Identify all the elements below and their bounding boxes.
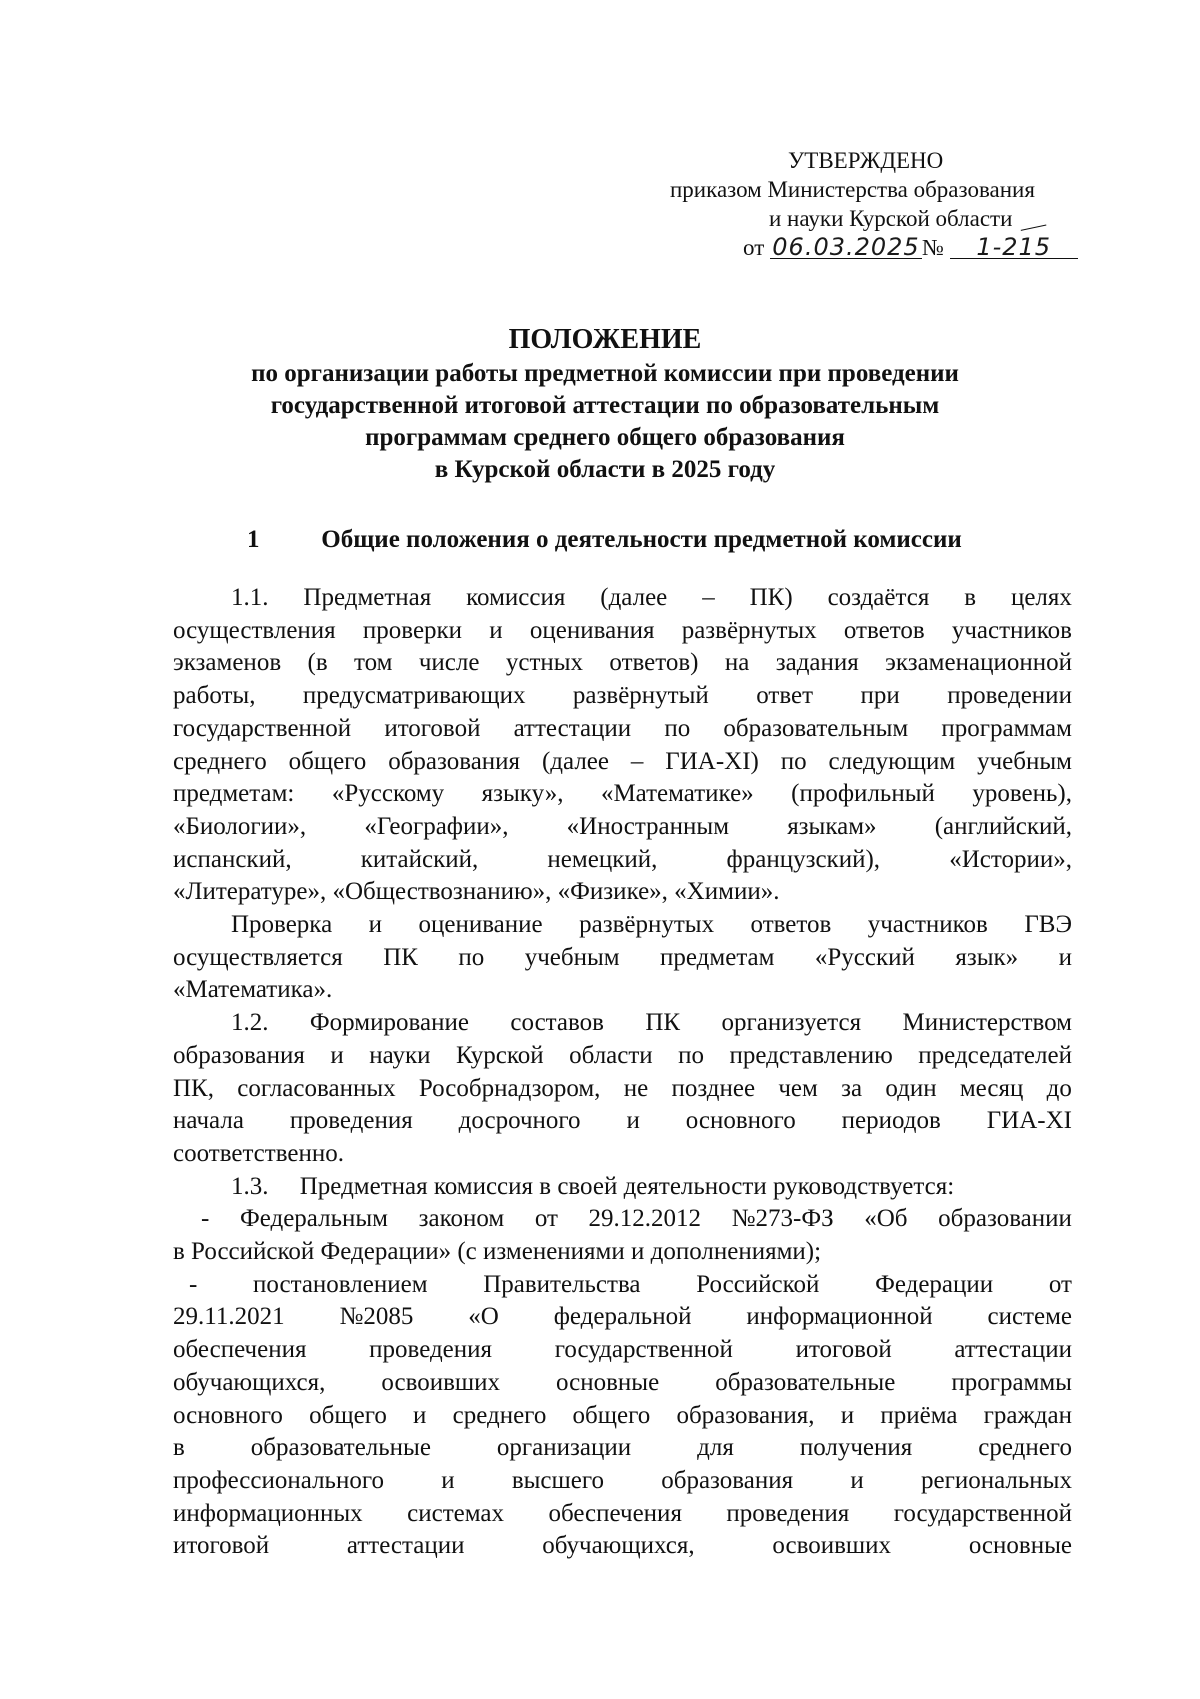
body-word: ПК, [173,1074,214,1102]
body-line [173,680,1072,713]
body-word: ответ [756,682,814,710]
body-word: председателей [918,1041,1072,1069]
body-line [173,647,1072,680]
body-word: ГВЭ [1024,911,1072,939]
body-word: периодов [841,1107,941,1135]
body-word: ответов [750,911,832,939]
body-word: и [489,616,503,644]
body-word: «О [468,1303,499,1331]
body-word: на [724,649,750,677]
body-word: и [413,1401,427,1429]
body-word: проведения [726,1499,850,1527]
document-heading [150,322,1060,486]
body-line [173,1334,1072,1367]
body-word: комиссия [466,584,566,611]
body-word: Федерации [875,1270,994,1298]
body-word: высшего [511,1466,604,1494]
body-word: позднее [671,1074,756,1102]
body-word: Рособрнадзором, [418,1074,601,1102]
body-word: «Математике» [600,780,754,808]
body-word: «Русскому [331,780,445,808]
body-word: законом [418,1205,505,1233]
body-word: основные [968,1532,1072,1560]
body-word: до [1046,1074,1072,1102]
body-word: чем [778,1074,818,1102]
body-line [173,909,1072,942]
body-word: по [780,747,807,775]
body-word: №273-ФЗ [731,1205,834,1233]
body-word: федеральной [553,1303,692,1331]
body-word: оценивания [529,616,655,644]
body-line [173,1171,1072,1204]
body-word: проверки [362,616,463,644]
subtitle-line-3: программам среднего общего образования [365,424,845,451]
body-word: участников [867,911,988,939]
body-word: и [368,911,383,939]
body-word: и [840,1401,855,1429]
body-word: области [569,1041,653,1069]
body-word: в [173,1434,185,1462]
body-word: язык» [955,943,1019,971]
body-word: составов [510,1009,604,1037]
body-word: числе [418,649,480,677]
body-word: (далее [600,584,668,611]
body-word: среднего [978,1434,1072,1462]
body-word: «Иностранным [566,812,730,840]
body-word: (профильный [791,780,935,808]
subtitle-line-1: по организации работы предметной комиссии при проведении [251,360,959,387]
body-word: согласованных [237,1074,396,1102]
body-word: ПК) [749,584,793,611]
body-word: образовательным [723,714,909,742]
body-line [173,1367,1072,1400]
body-word: освоивших [381,1368,501,1396]
body-word: основного [685,1107,796,1135]
body-line [173,1073,1072,1106]
body-word: ПК [383,943,418,971]
section-title: Общие положения о деятельности предметной комиссии [321,526,962,553]
handwritten-date: 06.03.2025 [770,236,922,259]
body-word: Проверка [231,911,333,939]
body-word: аттестации [346,1532,465,1560]
body-line [173,974,1072,1007]
body-word: системах [407,1499,504,1527]
body-word: по [664,714,691,742]
body-word: 1.3. Предметная комиссия в своей деятельности руководствуется: [231,1172,955,1200]
body-word: французский), [726,845,881,873]
body-line [173,1236,1072,1269]
body-word: итоговой [384,714,481,742]
body-word: Федеральным [239,1205,388,1233]
subtitle-line-4: в Курской области в 2025 году [434,456,776,483]
body-line [173,778,1072,811]
approval-line-2 [670,204,1070,233]
body-line [173,713,1072,746]
body-line [173,1432,1072,1465]
section-number: 1 [247,526,260,553]
body-word: образовательные [250,1434,431,1462]
body-word: не [623,1074,649,1102]
approval-line-1: приказом Министерства образования [670,177,1035,202]
body-word: итоговой [173,1532,270,1560]
body-word: развёрнутых [579,911,715,939]
body-word: предметам [660,943,775,971]
body-word: образования, [676,1401,815,1429]
body-word: (в [307,649,328,677]
body-word: 29.11.2021 [173,1303,285,1331]
body-word: проведения [369,1336,493,1364]
body-word: проведении [947,682,1072,710]
body-word: профессионального [173,1466,384,1494]
body-word: испанский, [173,845,292,873]
body-word: задания [775,649,859,677]
body-line [173,1007,1072,1040]
body-word: и [1058,943,1072,971]
body-line [173,1105,1072,1138]
body-word: предметам: [173,780,295,808]
body-word: общего [309,1401,387,1429]
body-word: 29.12.2012 [588,1205,702,1233]
body-word: образования [388,747,521,775]
body-word: Российской [696,1270,820,1298]
body-word: по [458,943,485,971]
body-word: государственной [893,1499,1072,1527]
body-word: месяц [959,1074,1024,1102]
body-word: учебным [977,747,1072,775]
body-line [173,1465,1072,1498]
body-word: ответов) [609,649,699,677]
body-word: и [441,1466,455,1494]
body-line [173,1269,1072,1302]
body-word: Формирование [309,1009,469,1037]
body-word: один [885,1074,937,1102]
body-word: «Биологии», [173,812,307,840]
body-word: организации [496,1434,632,1462]
body-word: ПК [645,1009,681,1037]
body-word: региональных [920,1466,1072,1494]
body-word: (далее [541,747,609,775]
body-word: Правительства [483,1270,641,1298]
body-word: – [630,747,644,775]
body-line [173,1138,1072,1171]
body-line [173,1400,1072,1433]
body-word: информационной [746,1303,933,1331]
body-word: учебным [524,943,620,971]
body-word: постановлением [253,1270,428,1298]
body-word: обучающихся, [542,1532,695,1560]
body-word: – [702,584,715,611]
body-line [173,942,1072,975]
approval-number-label: № [922,235,944,260]
body-word: образовательные [715,1368,896,1396]
body-line [173,844,1072,877]
body-line [173,1530,1072,1563]
body-word: при [860,682,900,710]
body-word: Предметная [303,584,432,611]
body-word: создаётся [827,584,930,611]
body-word: обучающихся, [173,1368,326,1396]
body-word: программам [941,714,1072,742]
approval-stamp [670,146,1070,262]
body-word: и [626,1107,640,1135]
body-word: ГИА-XI [986,1107,1072,1135]
body-word: соответственно. [173,1139,344,1167]
body-word: проведения [289,1107,413,1135]
body-word: образования [661,1466,794,1494]
body-word: обеспечения [173,1336,307,1364]
body-word: освоивших [772,1532,892,1560]
body-word: «Литературе», «Обществознанию», «Физике», «Химии». [173,878,780,906]
body-line [173,1203,1072,1236]
body-text [173,582,1072,1563]
body-word: уровень), [972,780,1072,808]
body-word: том [354,649,393,677]
body-word: экзаменационной [885,649,1072,677]
body-word: «Географии», [364,812,509,840]
body-word: образования [173,1041,305,1069]
body-line [173,1301,1072,1334]
body-word: аттестации [954,1336,1072,1364]
body-word: 1.2. [231,1009,269,1037]
body-word: «Истории», [949,845,1072,873]
body-line [173,582,1072,615]
body-word: - [201,1205,210,1233]
body-word: в [964,584,977,611]
body-word: среднего [173,747,267,775]
body-word: и [330,1041,344,1069]
body-word: ГИА-XI) [665,747,759,775]
body-word: работы, [173,682,256,710]
body-word: приёма [880,1401,958,1429]
body-word: от [1048,1270,1072,1298]
body-word: «Об [864,1205,908,1233]
body-word: Министерством [902,1009,1072,1037]
body-word: получения [799,1434,913,1462]
approval-line-2-text: и науки Курской области [769,206,1013,231]
body-word: №2085 [339,1303,414,1331]
handwritten-order-number: 1-215 [950,236,1078,259]
body-word: «Русский [814,943,915,971]
body-line [173,1498,1072,1531]
body-word: - [189,1270,198,1298]
section-heading [247,526,962,554]
body-word: и [850,1466,864,1494]
body-word: государственной [173,714,352,742]
body-line [173,1040,1072,1073]
body-word: общего [572,1401,651,1429]
body-word: ответов [843,616,925,644]
approval-title: УТВЕРЖДЕНО [788,148,944,173]
body-line [173,746,1072,779]
body-word: программы [951,1368,1072,1396]
approval-line-3 [670,233,1070,262]
body-word: Курской [455,1041,544,1069]
body-word: оценивание [418,911,543,939]
body-word: информационных [173,1499,363,1527]
body-word: в Российской Федерации» (с изменениями и дополнениями); [173,1238,822,1266]
body-word: основные [556,1368,660,1396]
body-word: устных [505,649,584,677]
body-word: образовании [938,1205,1072,1233]
body-word: языку», [481,780,564,808]
body-line [173,811,1072,844]
body-word: обеспечения [548,1499,682,1527]
body-word: осуществления [173,616,336,644]
body-word: досрочного [458,1107,581,1135]
body-word: целях [1010,584,1072,611]
body-line [173,615,1072,648]
body-word: граждан [983,1401,1072,1429]
body-word: осуществляется [173,943,343,971]
body-word: аттестации [513,714,632,742]
body-word: за [841,1074,863,1102]
body-word: развёрнутый [572,682,709,710]
body-word: следующим [828,747,956,775]
body-word: начала [173,1107,244,1135]
body-word: организуется [721,1009,862,1037]
body-word: «Математика». [173,976,333,1004]
body-word: итоговой [795,1336,892,1364]
body-word: языкам» [787,812,877,840]
body-word: представлению [729,1041,893,1069]
body-word: (английский, [934,812,1072,840]
subtitle-line-2: государственной итоговой аттестации по образовательным [270,392,940,419]
body-word: науки [369,1041,431,1069]
body-word: развёрнутых [681,616,817,644]
body-word: 1.1. [231,584,269,611]
body-word: среднего [452,1401,547,1429]
document-title: ПОЛОЖЕНИЕ [508,324,702,355]
approval-from-label: от [743,235,765,260]
body-word: государственной [554,1336,733,1364]
body-word: предусматривающих [302,682,526,710]
body-word: экзаменов [173,649,282,677]
body-word: немецкий, [547,845,658,873]
body-line [173,876,1072,909]
body-word: общего [288,747,367,775]
body-word: китайский, [360,845,479,873]
body-word: системе [987,1303,1072,1331]
body-word: участников [951,616,1072,644]
body-word: от [534,1205,558,1233]
body-word: основного [173,1401,283,1429]
body-word: для [697,1434,734,1462]
body-word: по [678,1041,705,1069]
